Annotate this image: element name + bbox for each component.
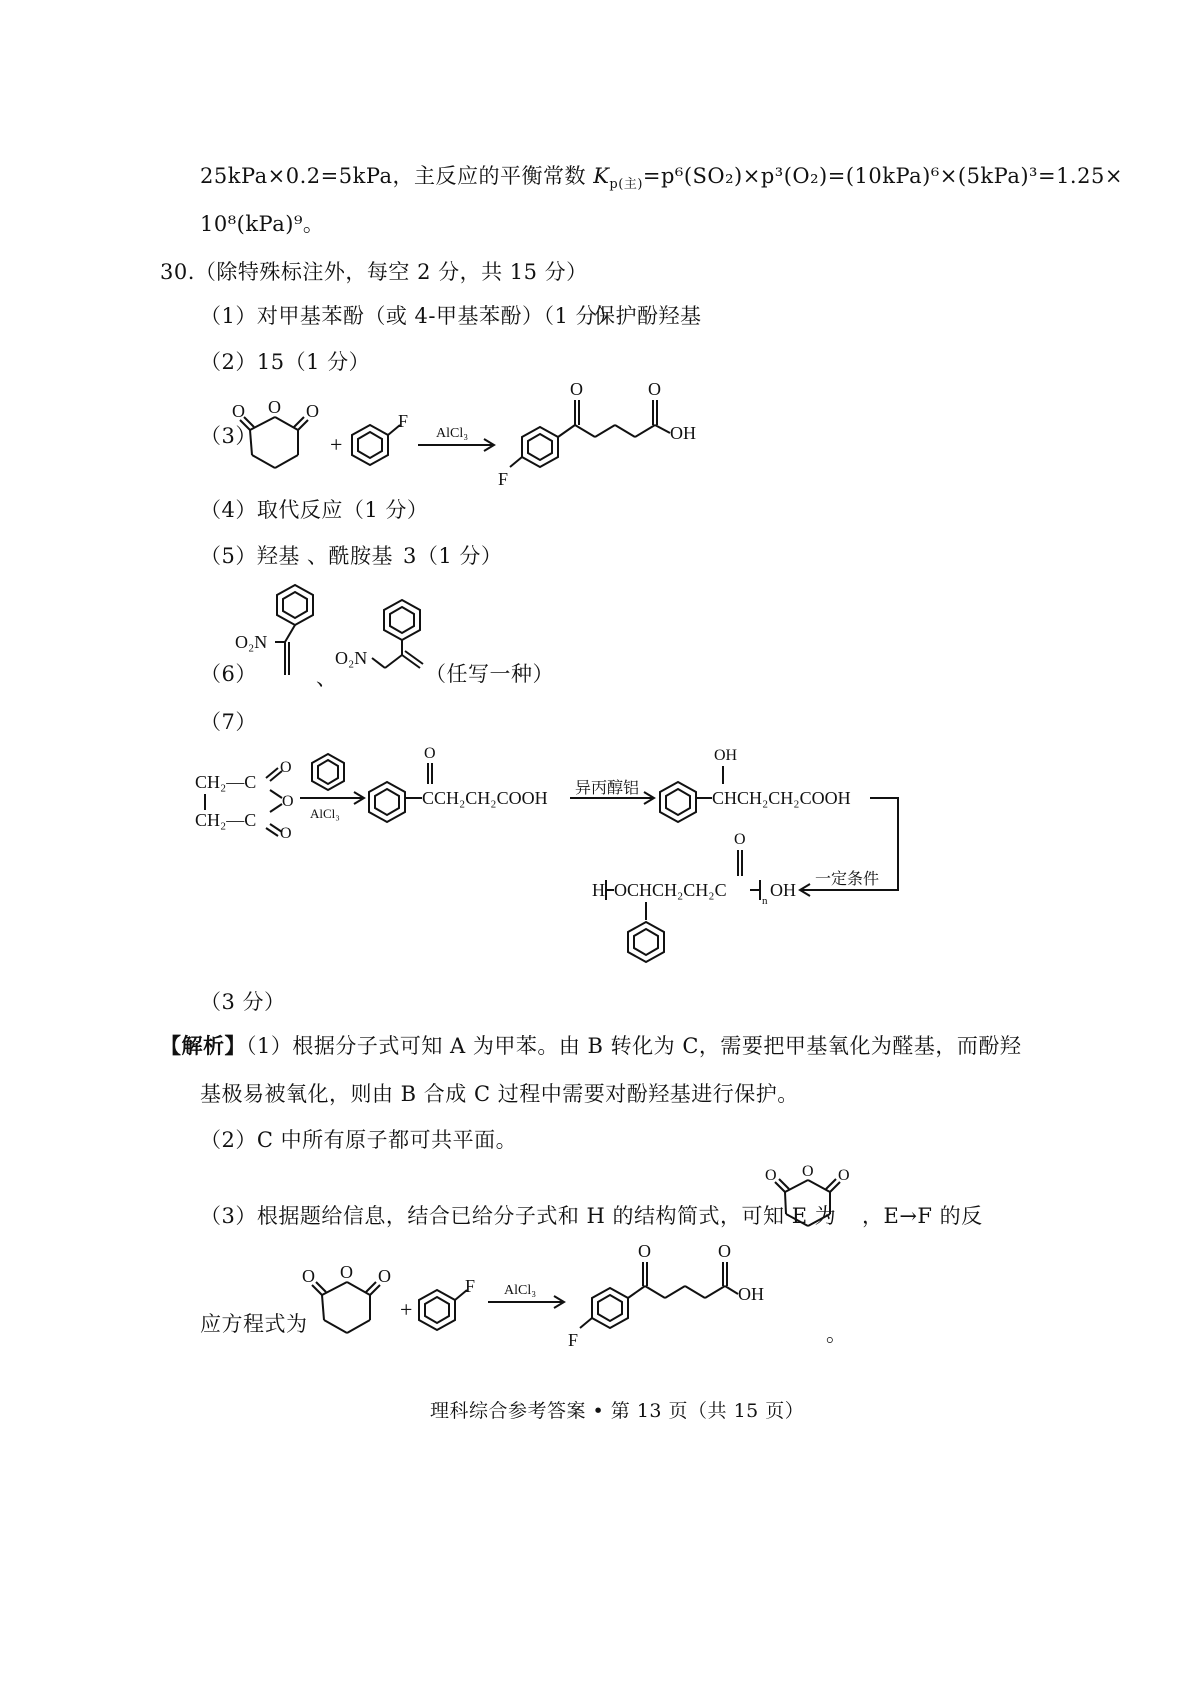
answer-5: （5）羟基 、酰胺基 — [200, 544, 394, 568]
plus-sign: + — [330, 432, 343, 457]
anh-top-label: CH₂—C — [195, 772, 257, 792]
arrow-step1 — [300, 754, 364, 821]
anhydride-o-right: O — [306, 401, 319, 421]
isomer2-o2n: O₂N — [335, 648, 368, 668]
arrow-step2 — [570, 779, 654, 804]
polymer-oh: OH — [770, 880, 796, 900]
fluoro-f: F — [398, 411, 409, 431]
step1-alcl3: AlCl₃ — [310, 806, 340, 821]
analysis-3a: （3）根据题给信息，结合已给分子式和 H 的结构简式，可知 E 为 — [200, 1204, 837, 1228]
analysis-tag: 【解析】 — [160, 1033, 246, 1058]
int1-chain: CCH₂CH₂COOH — [422, 788, 548, 808]
glutaric-anhydride-structure — [232, 397, 319, 468]
anh-o2: O — [282, 793, 294, 810]
analysis-1 — [160, 1030, 1021, 1060]
reaction-scheme-analysis — [292, 1240, 782, 1355]
fluorobenzene-structure — [352, 411, 408, 465]
fluorobenzene-structure-2 — [419, 1276, 475, 1330]
acid-oh-2: OH — [738, 1284, 764, 1304]
answer-1: （1）对甲基苯酚（或 4-甲基苯酚）（1 分） — [200, 304, 619, 328]
eq1-rest: =p⁶(SO₂)×p³(O₂)=(10kPa)⁶×(5kPa)³=1.25× — [642, 164, 1123, 188]
compound-e-structure — [760, 1162, 860, 1237]
analysis-1-text: （1）根据分子式可知 A 为甲苯。由 B 转化为 C，需要把甲基氧化为醛基，而酚羟 — [246, 1034, 1022, 1058]
reagent-alcl3: AlCl₃ — [436, 426, 469, 441]
question-30-header: 30.（除特殊标注外，每空 2 分，共 15 分） — [160, 260, 588, 284]
analysis-3b: ，E→F 的反 — [862, 1204, 983, 1228]
answer-6b: 、 — [316, 666, 338, 690]
anh2-o-right: O — [378, 1266, 391, 1286]
acid-o: O — [648, 379, 661, 399]
product-f-2: F — [568, 1330, 579, 1350]
intermediate-2-structure — [660, 747, 851, 822]
eq1-sub: p(主) — [609, 177, 643, 193]
anhydride-o-ring: O — [268, 397, 281, 417]
answer-1b: 保护酚羟基 — [594, 304, 702, 328]
reaction-scheme-3 — [230, 375, 720, 490]
fluoro-f-2: F — [465, 1276, 476, 1296]
anh2-o-ring: O — [340, 1262, 353, 1282]
product-f: F — [498, 469, 509, 489]
isomer1-o2n: O₂N — [235, 632, 268, 652]
answer-7: （7） — [200, 710, 257, 734]
analysis-3-end: 。 — [826, 1322, 848, 1346]
step3-condition: 一定条件 — [815, 871, 880, 888]
polymer-n: n — [762, 895, 768, 907]
product-structure-2 — [568, 1241, 764, 1350]
acid-o-2: O — [718, 1241, 731, 1261]
reaction-arrow-3 — [418, 426, 494, 451]
equilibrium-line-2: 10⁸(kPa)⁹。 — [200, 212, 325, 236]
reaction-arrow-analysis — [488, 1283, 564, 1308]
isomer-2-structure — [335, 600, 423, 668]
answer-4: （4）取代反应（1 分） — [200, 498, 429, 522]
e-o-right: O — [838, 1167, 850, 1184]
equilibrium-line-1 — [200, 160, 1123, 192]
polymer-h: H — [592, 880, 605, 900]
answer-2: （2）15（1 分） — [200, 350, 371, 374]
ketone-o-2: O — [638, 1241, 651, 1261]
answer-6: （6） — [200, 662, 257, 686]
intermediate-1-structure — [369, 745, 548, 822]
arrow-step3 — [800, 798, 898, 896]
anh-o1: O — [280, 759, 292, 776]
step2-reagent: 异丙醇铝 — [575, 780, 640, 797]
polymer-o: O — [734, 831, 746, 848]
int1-o: O — [424, 745, 436, 762]
product-4-fluorobenzoylbutanoic-acid — [498, 379, 696, 489]
int2-chain: CHCH₂CH₂COOH — [712, 788, 851, 808]
isomer-1-structure — [235, 585, 313, 675]
answer-7-score: （3 分） — [200, 990, 286, 1014]
analysis-2: （2）C 中所有原子都可共平面。 — [200, 1128, 518, 1152]
ketone-o: O — [570, 379, 583, 399]
polymer-structure — [592, 831, 796, 962]
anh-o3: O — [280, 825, 292, 842]
analysis-1b: 基极易被氧化，则由 B 合成 C 过程中需要对酚羟基进行保护。 — [200, 1082, 799, 1106]
eq1-k: K — [593, 164, 610, 188]
anh-bot-label: CH₂—C — [195, 810, 257, 830]
e-o-left: O — [765, 1167, 777, 1184]
analysis-3c: 应方程式为 — [200, 1312, 308, 1336]
reagent-alcl3-2: AlCl₃ — [504, 1283, 537, 1298]
glutaric-anhydride-structure-2 — [302, 1262, 391, 1333]
answer-3: （3） — [200, 424, 257, 448]
page-footer: 理科综合参考答案 • 第 13 页（共 15 页） — [430, 1400, 805, 1422]
anh2-o-left: O — [302, 1266, 315, 1286]
polymer-chain: OCHCH₂CH₂C — [614, 880, 727, 900]
synthesis-route-7 — [190, 738, 910, 973]
anhydride-o-left: O — [232, 401, 245, 421]
succinic-anhydride-structure — [195, 759, 294, 842]
acid-oh: OH — [670, 423, 696, 443]
e-o-ring: O — [802, 1163, 814, 1180]
plus-sign-2: + — [400, 1297, 413, 1322]
int2-oh: OH — [714, 747, 738, 764]
answer-6c: （任写一种） — [425, 662, 554, 686]
eq1-prefix: 25kPa×0.2=5kPa，主反应的平衡常数 — [200, 164, 594, 188]
answer-5b: 3（1 分） — [403, 544, 503, 568]
